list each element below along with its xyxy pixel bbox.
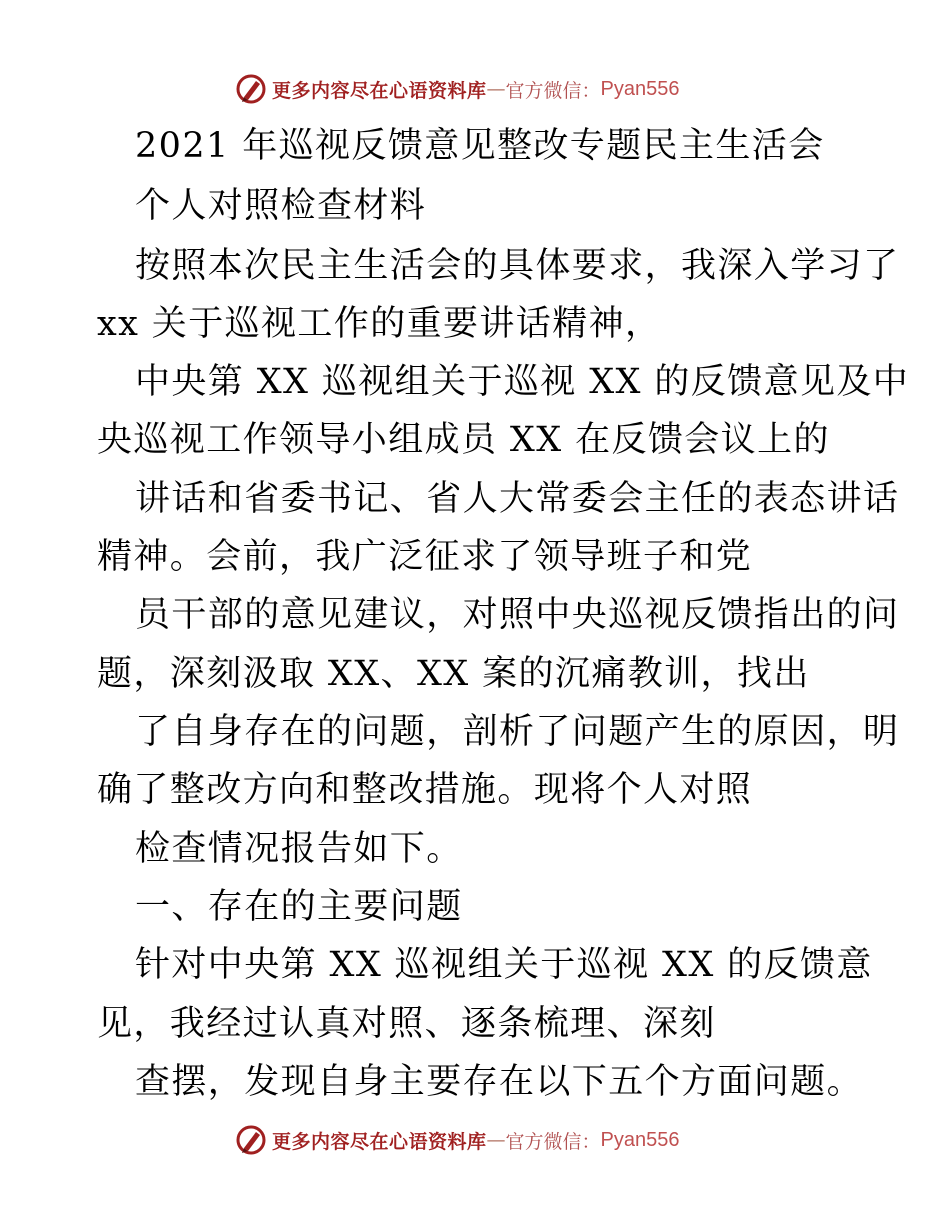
body-line: 讲话和省委书记、省人大常委会主任的表态讲话 (135, 479, 900, 519)
watermark-separator: — (486, 1129, 506, 1151)
watermark-label: 官方微信： (505, 1130, 601, 1153)
body-line: xx 关于巡视工作的重要讲话精神， (97, 304, 662, 344)
pen-logo-icon (234, 1123, 268, 1157)
document-title-line-1: 2021 年巡视反馈意见整改专题民主生活会 (135, 126, 825, 166)
body-line: 见，我经过认真对照、逐条梳理、深刻 (97, 1004, 716, 1044)
body-line: 员干部的意见建议，对照中央巡视反馈指出的问 (135, 595, 900, 635)
body-line: 央巡视工作领导小组成员 XX 在反馈会议上的 (97, 420, 830, 460)
watermark-handle: Pyan556 (600, 1128, 680, 1151)
body-line: 针对中央第 XX 巡视组关于巡视 XX 的反馈意 (135, 945, 873, 985)
body-line: 了自身存在的问题，剖析了问题产生的原因，明 (135, 712, 900, 752)
document-title-line-2: 个人对照检查材料 (135, 186, 427, 226)
watermark-brand: 更多内容尽在心语资料库 (272, 79, 487, 102)
watermark-separator: — (486, 78, 506, 100)
watermark-label: 官方微信： (505, 79, 601, 102)
body-line: 中央第 XX 巡视组关于巡视 XX 的反馈意见及中 (135, 362, 910, 402)
footer-watermark (234, 1123, 680, 1157)
body-line: 检查情况报告如下。 (135, 829, 463, 869)
watermark-handle: Pyan556 (600, 77, 680, 100)
body-line: 题，深刻汲取 XX、XX 案的沉痛教训，找出 (97, 654, 810, 694)
header-watermark (234, 72, 680, 106)
body-line: 查摆，发现自身主要存在以下五个方面问题。 (135, 1062, 864, 1102)
body-line: 确了整改方向和整改措施。现将个人对照 (97, 770, 753, 810)
watermark-brand: 更多内容尽在心语资料库 (272, 1130, 487, 1153)
body-line: 按照本次民主生活会的具体要求，我深入学习了 (135, 246, 900, 286)
section-heading: 一、存在的主要问题 (135, 887, 463, 927)
pen-logo-icon (234, 72, 268, 106)
body-line: 精神。会前，我广泛征求了领导班子和党 (97, 537, 753, 577)
